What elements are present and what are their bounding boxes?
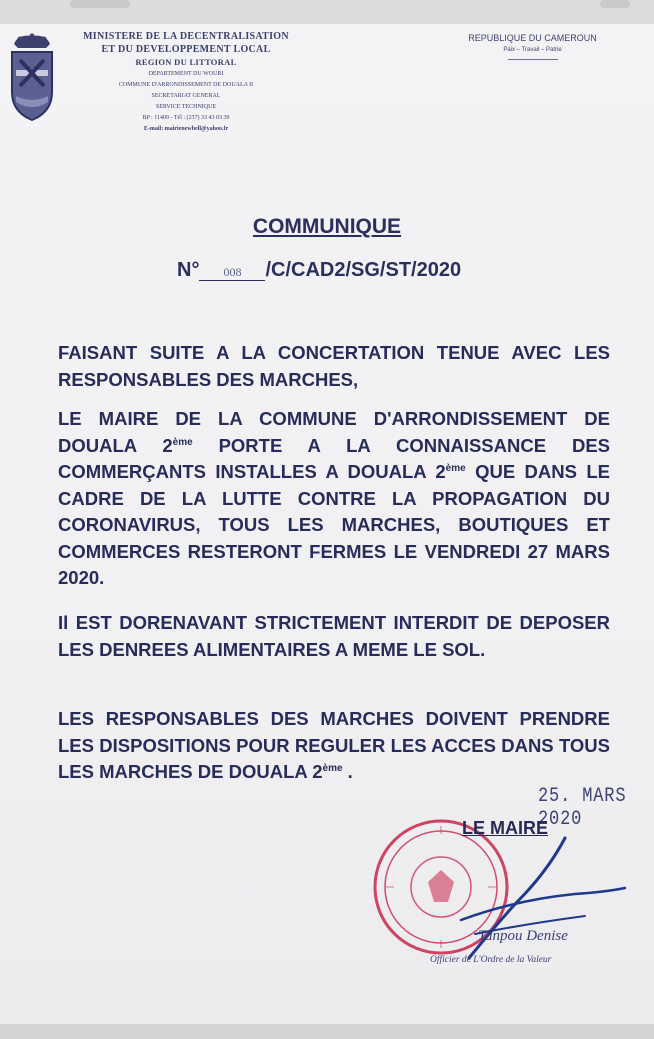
- email-line: E-mail: mairienewbell@yahoo.fr: [143, 126, 229, 132]
- status-bar-remnant: [70, 0, 130, 8]
- signatory-honorific: Officier de L'Ordre de la Valeur: [430, 955, 552, 965]
- instructions-end: .: [342, 761, 353, 782]
- contact-line: BP : 11409 - Tél : (237) 33 43 03 39: [142, 115, 230, 121]
- header-rule: [508, 59, 558, 60]
- commune: COMMUNE D'ARRONDISSEMENT DE DOUALA II: [118, 82, 254, 88]
- republic-header: [450, 33, 615, 60]
- announcement-text-3: QUE DANS LE CADRE DE LA LUTTE CONTRE LA PROPAGATION DU CORONAVIRUS, TOUS LES MARCHES, BOUTIQUES ET COMMERCES RESTERONT FERMES LE VENDREDI 27 MARS 2020.: [58, 461, 610, 588]
- bottom-bar: [0, 1024, 654, 1039]
- reference-suffix: /C/CAD2/SG/ST/2020: [265, 259, 462, 281]
- reference-prefix: N°: [177, 259, 200, 281]
- top-bar: [0, 0, 654, 24]
- paragraph-announcement: [58, 406, 610, 592]
- issuer-header: [56, 30, 316, 135]
- document-title: COMMUNIQUE: [252, 215, 402, 238]
- ordinal-suffix: ème: [172, 436, 193, 448]
- announcement-text-1: LE MAIRE DE LA COMMUNE D'ARRONDISSEMENT DE DOUALA 2: [58, 408, 610, 456]
- paragraph-intro: FAISANT SUITE A LA CONCERTATION TENUE AVEC LES RESPONSABLES DES MARCHES,: [58, 342, 610, 390]
- date-stamp: 25. MARS 2020: [538, 785, 627, 831]
- reference-number: [177, 259, 461, 282]
- announcement-text-2: PORTE A LA CONNAISSANCE DES COMMERÇANTS INSTALLES A DOUALA 2: [58, 434, 611, 482]
- reference-handwritten-number: 008: [199, 265, 265, 281]
- service: SERVICE TECHNIQUE: [155, 104, 217, 110]
- commune-crest-icon: [6, 30, 58, 130]
- secretariat: SECRETARIAT GENERAL: [151, 93, 221, 99]
- paragraph-prohibition: Il EST DORENAVANT STRICTEMENT INTERDIT DE DEPOSER LES DENREES ALIMENTAIRES A MEME LE SOL.: [58, 612, 610, 660]
- region: REGION DU LITTORAL: [135, 57, 237, 67]
- ministry-line-2: ET DU DEVELOPPEMENT LOCAL: [101, 44, 271, 55]
- signatory-role: LE MAIRE: [462, 818, 549, 838]
- ordinal-suffix: ème: [322, 762, 343, 774]
- ordinal-suffix: ème: [445, 462, 466, 474]
- department: DEPARTEMENT DU WOURI: [148, 71, 224, 77]
- ministry-line-1: MINISTERE DE LA DECENTRALISATION: [83, 31, 289, 42]
- republic-motto: Paix – Travail – Patrie: [503, 47, 562, 53]
- republic-name: REPUBLIQUE DU CAMEROUN: [468, 33, 597, 43]
- signatory-name: Tanpou Denise: [478, 928, 568, 944]
- instructions-text: LES RESPONSABLES DES MARCHES DOIVENT PRENDRE LES DISPOSITIONS POUR REGULER LES ACCES DANS TOUS LES MARCHES DE DOUALA 2: [58, 708, 610, 782]
- paragraph-instructions: [58, 706, 610, 786]
- status-bar-remnant-right: [600, 0, 630, 8]
